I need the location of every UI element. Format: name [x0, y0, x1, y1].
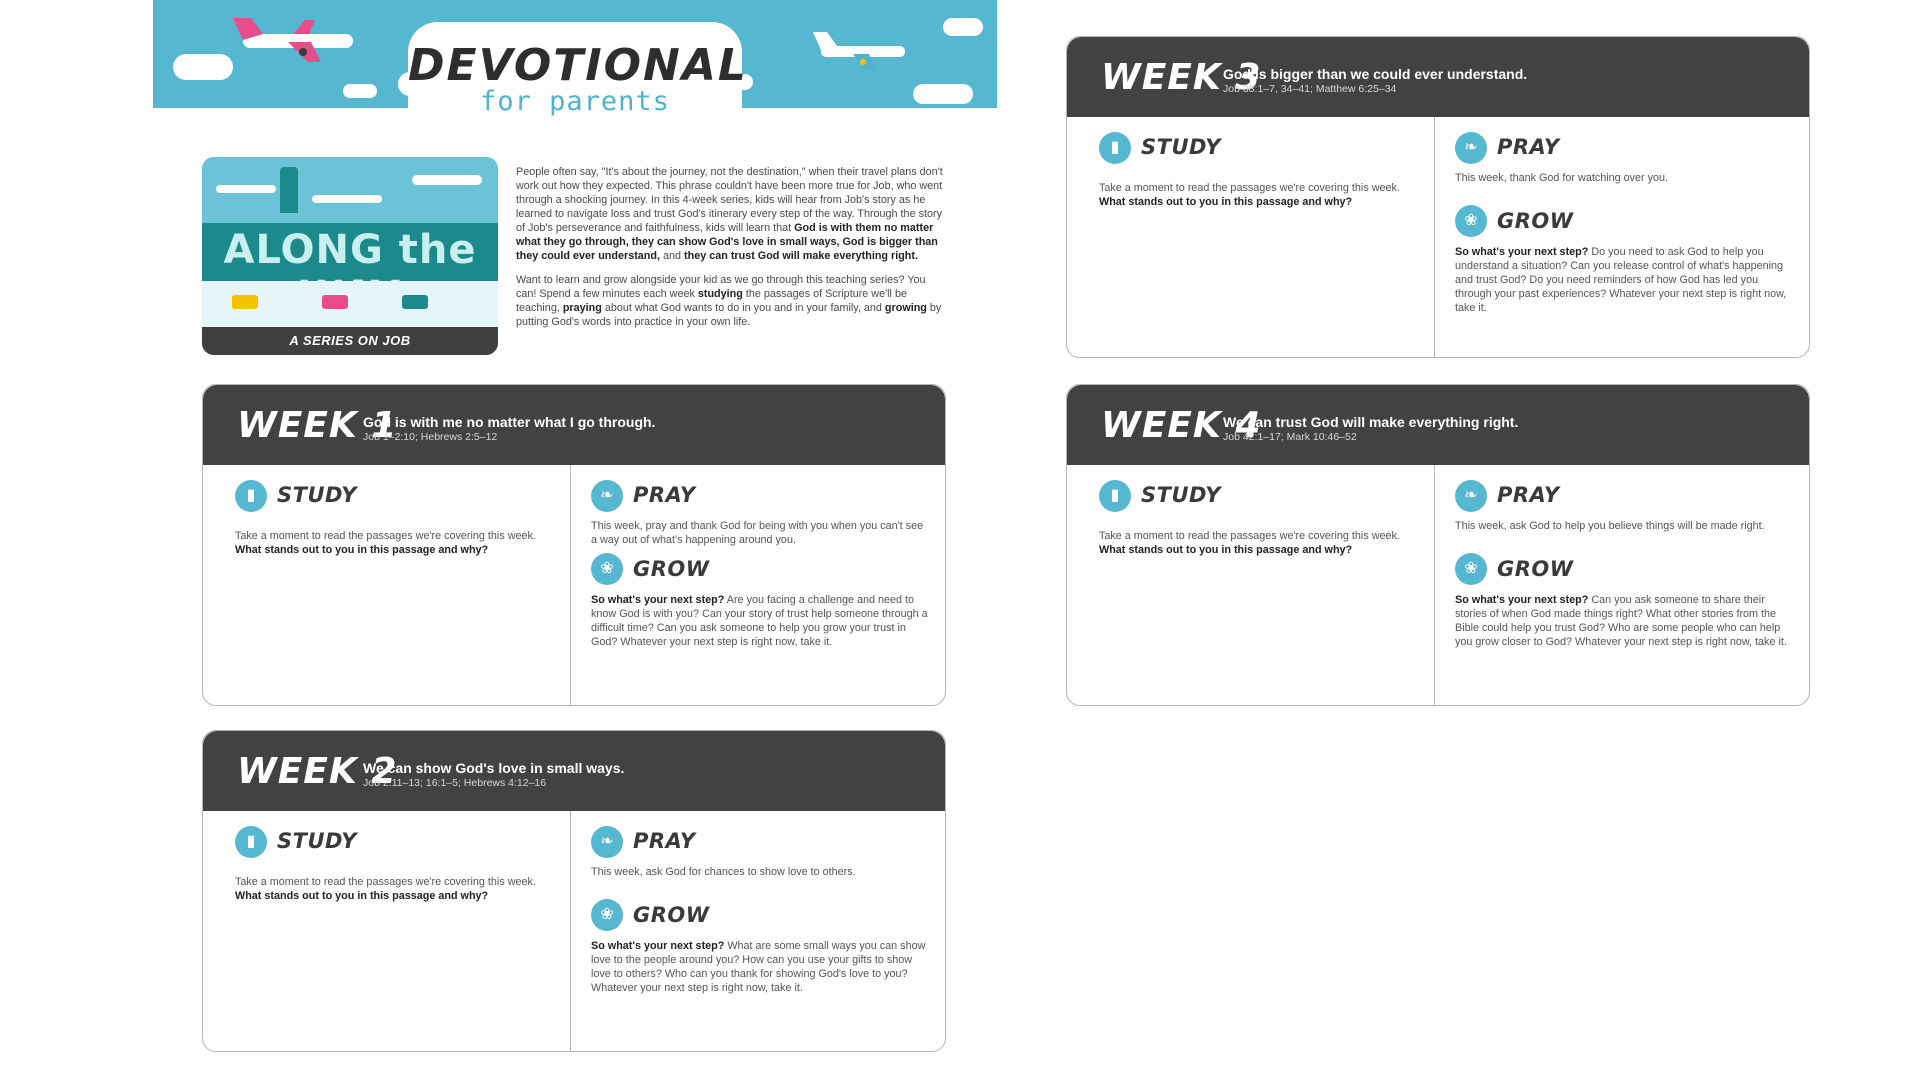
study-heading: STUDY	[1141, 135, 1222, 159]
pray-heading: PRAY	[633, 483, 696, 507]
series-title-art: ALONG the	[223, 227, 477, 273]
praying-hands-icon: ❧	[1455, 132, 1487, 164]
pray-text: This week, thank God for watching over you.	[1455, 172, 1669, 184]
week-theme: God is with me no matter what I go through.	[363, 414, 656, 430]
grow-heading: GROW	[1497, 209, 1574, 233]
study-text: Take a moment to read the passages we're covering this week. What stands out to you in this passage and why?	[1099, 182, 1400, 208]
airplane-icon	[813, 30, 913, 75]
week-header	[1067, 37, 1809, 117]
study-heading: STUDY	[277, 483, 358, 507]
grow-heading: GROW	[633, 557, 710, 581]
pray-text: This week, ask God to help you believe things will be made right.	[1455, 520, 1765, 532]
grow-text: So what's your next step? Are you facing a challenge and need to know God is with you? Can your story of trust help someone through a difficult time? Can you ask someone to help you grow your trust in God? Whatever your next step is right now, take it.	[591, 594, 928, 648]
cloud	[343, 84, 377, 98]
luggage	[322, 295, 348, 309]
study-heading: STUDY	[277, 829, 358, 853]
cloud	[943, 18, 983, 36]
week-card-3	[1066, 36, 1810, 358]
intro-paragraph-2: Want to learn and grow alongside your kid as we go through this teaching series? You can! Spend a few minutes each week studying the passages of Scripture we'll be teaching, praying about what God wants to do in you and in your family, and growing by putting God's words into practice in your own life.	[516, 274, 942, 328]
pray-heading: PRAY	[633, 829, 696, 853]
airplane-icon	[216, 185, 276, 193]
week-header	[203, 731, 945, 811]
grow-heading: GROW	[633, 903, 710, 927]
pray-text: This week, pray and thank God for being with you when you can't see a way out of what's happening around you.	[591, 520, 924, 546]
luggage	[402, 295, 428, 309]
cloud	[913, 84, 973, 104]
pray-text: This week, ask God for chances to show love to others.	[591, 866, 856, 878]
week-theme: We can show God's love in small ways.	[363, 760, 625, 776]
pray-heading: PRAY	[1497, 483, 1560, 507]
week-scripture-refs: Job 42:1–17; Mark 10:46–52	[1223, 431, 1357, 443]
column-divider	[1434, 117, 1435, 357]
week-card-1	[202, 384, 946, 706]
page-subtitle: for parents	[480, 86, 670, 117]
study-text: Take a moment to read the passages we're covering this week. What stands out to you in this passage and why?	[235, 876, 536, 902]
week-theme: God is bigger than we could ever understand.	[1223, 66, 1528, 82]
book-icon: ▮	[235, 480, 267, 512]
study-text: Take a moment to read the passages we're covering this week. What stands out to you in this passage and why?	[235, 530, 536, 556]
book-icon: ▮	[1099, 480, 1131, 512]
week-label: WEEK 1	[237, 405, 398, 446]
week-body	[203, 465, 945, 705]
week-scripture-refs: Job 38:1–7, 34–41; Matthew 6:25–34	[1223, 83, 1397, 95]
week-theme: We can trust God will make everything right.	[1223, 414, 1519, 430]
week-label: WEEK 4	[1101, 405, 1262, 446]
sprout-icon: ❀	[1455, 205, 1487, 237]
sprout-icon: ❀	[1455, 553, 1487, 585]
series-artwork	[202, 157, 498, 355]
grow-text: So what's your next step? What are some small ways you can show love to the people around you? How can you use your gifts to show love to others? Who can you thank for showing God's love to you? Whatever your next step is right now, take it.	[591, 940, 926, 994]
airplane-icon	[312, 195, 382, 203]
luggage	[232, 295, 258, 309]
airplane-icon	[233, 12, 373, 67]
week-label: WEEK 3	[1101, 57, 1262, 98]
column-divider	[570, 811, 571, 1051]
airplane-icon	[412, 175, 482, 185]
control-tower	[280, 167, 298, 213]
week-label: WEEK 2	[237, 751, 398, 792]
series-footer: A SERIES ON JOB	[202, 327, 498, 355]
week-scripture-refs: Job 1–2:10; Hebrews 2:5–12	[363, 431, 498, 443]
praying-hands-icon: ❧	[1455, 480, 1487, 512]
page-title: DEVOTIONAL	[408, 40, 748, 91]
intro-text	[516, 165, 948, 339]
grow-text: So what's your next step? Do you need to ask God to help you understand a situation? Can you release control of what's happening and trust God? Do you need reminders of how God has led you through your past experiences? Whatever your next step is right now, take it.	[1455, 246, 1787, 314]
praying-hands-icon: ❧	[591, 826, 623, 858]
intro-paragraph-1: People often say, "It's about the journey, not the destination," when their travel plans don't work out how they expected. This phrase couldn't have been more true for Job, who went through a shocking journey. In this 4-week series, kids will hear from Job's story as he learned to navigate loss and trust God's itinerary every step of the way. Through the story of Job's perseverance and faithfulness, kids will learn that God is with them no matter what they go through, they can show God's love in small ways, God is bigger than they could ever understand, and they can trust God will make everything right.	[516, 166, 943, 262]
study-text: Take a moment to read the passages we're covering this week. What stands out to you in this passage and why?	[1099, 530, 1400, 556]
week-body	[1067, 117, 1809, 357]
cloud	[173, 54, 233, 80]
column-divider	[1434, 465, 1435, 705]
book-icon: ▮	[235, 826, 267, 858]
grow-heading: GROW	[1497, 557, 1574, 581]
week-body	[1067, 465, 1809, 705]
week-card-2	[202, 730, 946, 1052]
pray-heading: PRAY	[1497, 135, 1560, 159]
week-scripture-refs: Job 2:11–13; 16:1–5; Hebrews 4:12–16	[363, 777, 547, 789]
week-header	[1067, 385, 1809, 465]
week-header	[203, 385, 945, 465]
column-divider	[570, 465, 571, 705]
book-icon: ▮	[1099, 132, 1131, 164]
grow-text: So what's your next step? Can you ask someone to share their stories of when God made things right? What other stories from the Bible could help you trust God? Who are some people who can help you grow closer to God? Whatever your next step is right now, take it.	[1455, 594, 1787, 648]
sprout-icon: ❀	[591, 899, 623, 931]
praying-hands-icon: ❧	[591, 480, 623, 512]
week-card-4	[1066, 384, 1810, 706]
sprout-icon: ❀	[591, 553, 623, 585]
week-body	[203, 811, 945, 1051]
study-heading: STUDY	[1141, 483, 1222, 507]
